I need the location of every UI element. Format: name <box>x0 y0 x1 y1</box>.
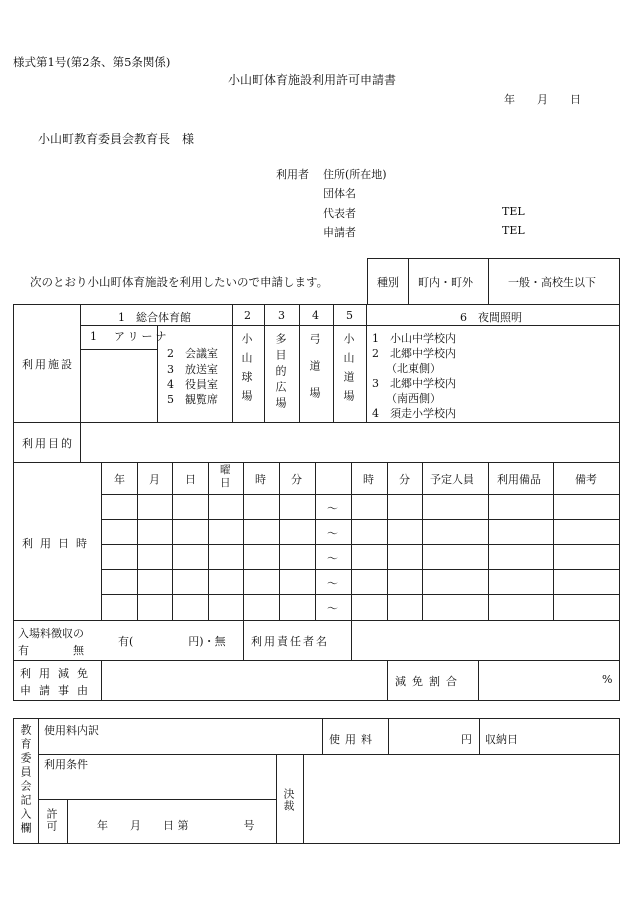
facility-col3-header: 3 <box>278 309 285 322</box>
form-number: 様式第1号(第2条、第5条関係) <box>13 55 171 69</box>
facility-baseball: 小山球場 <box>240 333 253 409</box>
approval-label: 決裁 <box>282 788 295 812</box>
header-equipment: 利用備品 <box>497 473 541 486</box>
header-attendees: 予定人員 <box>430 473 474 486</box>
reduction-rate-label: 減免割合 <box>395 675 463 688</box>
user-label: 利用者 <box>276 168 309 181</box>
yen-unit: 円 <box>461 733 472 746</box>
responsible-label: 利用責任者名 <box>251 635 329 648</box>
representative-label: 代表者 <box>323 207 356 220</box>
night-2: 2 北郷中学校内 <box>372 347 456 360</box>
receipt-date-label: 収納日 <box>485 733 518 746</box>
facility-plaza: 多目的広場 <box>274 333 287 413</box>
night-3: 3 北郷中学校内 <box>372 377 456 390</box>
type-label: 種別 <box>377 276 399 289</box>
reduction-percent: % <box>602 673 613 686</box>
header-hour-end: 時 <box>363 473 374 486</box>
header-minute-start: 分 <box>291 473 302 486</box>
tilde-1: ～ <box>327 502 338 515</box>
facility-sumo: 小山道場 <box>342 333 355 409</box>
tilde-2: ～ <box>327 527 338 540</box>
night-1: 1 小山中学校内 <box>372 332 456 345</box>
night-4: 4 須走小学校内 <box>372 407 456 420</box>
facility-arena: 1 アリーナ <box>90 330 170 343</box>
form-title: 小山町体育施設利用許可申請書 <box>228 73 397 87</box>
header-minute-end: 分 <box>399 473 410 486</box>
header-notes: 備考 <box>575 473 597 486</box>
fee-label: 使用料 <box>329 733 377 746</box>
category-option: 一般・高校生以下 <box>508 276 596 289</box>
admission-value: 有( 円)・無 <box>118 635 226 648</box>
header-year: 年 <box>114 473 125 486</box>
area-option: 町内・町外 <box>418 276 473 289</box>
reduction-label-2: 申請事由 <box>20 684 96 697</box>
facility-col5-header: 5 <box>346 309 353 322</box>
header-day: 日 <box>185 473 196 486</box>
conditions-label: 利用条件 <box>44 758 88 771</box>
facility-room-3: 4 役員室 <box>167 378 218 391</box>
facility-col2-header: 2 <box>244 309 251 322</box>
header-hour-start: 時 <box>255 473 266 486</box>
addressee: 小山町教育委員会教育長 様 <box>38 132 195 146</box>
intro-text: 次のとおり小山町体育施設を利用したいので申請します。 <box>30 275 329 289</box>
admission-label-1: 入場料徴収の <box>18 627 84 640</box>
tilde-3: ～ <box>327 552 338 565</box>
reduction-label-1: 利用減免 <box>20 667 96 680</box>
tilde-5: ～ <box>327 602 338 615</box>
header-weekday: 曜日 <box>220 464 231 489</box>
facility-night-header: 6 夜間照明 <box>460 311 522 324</box>
facility-room-4: 5 観覧席 <box>167 393 218 406</box>
facility-room-1: 2 会議室 <box>167 347 218 360</box>
header-month: 月 <box>149 473 160 486</box>
facility-label: 利用施設 <box>22 358 74 371</box>
application-date: 年 月 日 <box>504 93 581 106</box>
office-use-label: 教育委員会記入欄 <box>19 724 32 836</box>
facility-room-2: 3 放送室 <box>167 363 218 376</box>
purpose-label: 利用目的 <box>22 437 74 450</box>
datetime-label: 利用日時 <box>22 537 94 550</box>
fee-breakdown-label: 使用料内訳 <box>44 724 99 737</box>
admission-label-2: 有 無 <box>18 644 84 657</box>
permit-line: 年 月 日 第 号 <box>97 819 255 832</box>
night-3-note: （南西側） <box>386 392 441 405</box>
applicant-label: 申請者 <box>323 226 356 239</box>
facility-archery: 弓道場 <box>308 333 321 414</box>
group-label: 団体名 <box>323 187 356 200</box>
tel-label-1: TEL <box>502 205 525 218</box>
night-2-note: （北東側） <box>386 362 441 375</box>
permit-label: 許可 <box>45 808 58 832</box>
address-label: 住所(所在地) <box>323 168 387 181</box>
tel-label-2: TEL <box>502 224 525 237</box>
facility-col4-header: 4 <box>312 309 319 322</box>
facility-gym-header: 1 総合体育館 <box>118 311 191 324</box>
tilde-4: ～ <box>327 577 338 590</box>
